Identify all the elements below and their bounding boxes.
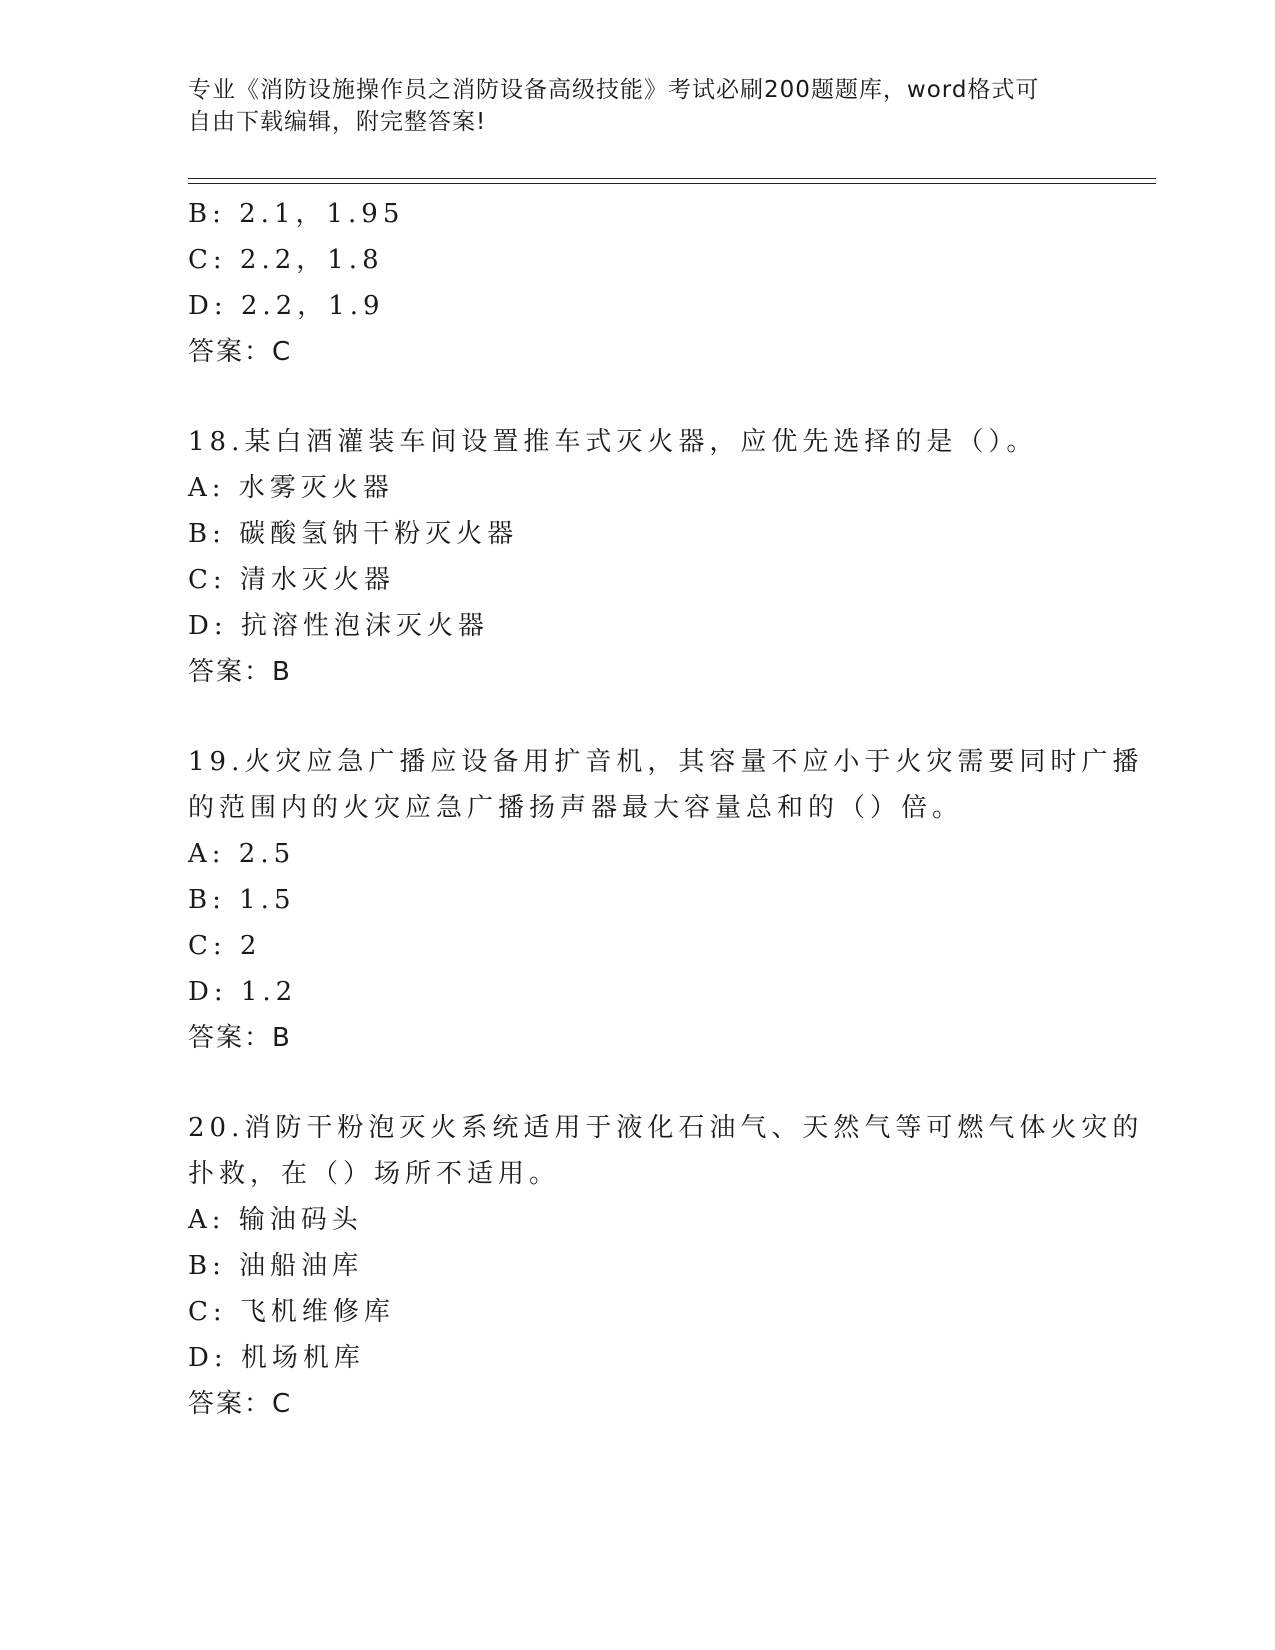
question-20 (188, 1105, 1144, 1427)
option-b: B: 2.1，1.95 (188, 199, 405, 229)
question-list (188, 191, 1144, 1427)
question-18 (188, 419, 1088, 695)
question-gap (188, 695, 1088, 739)
option-a: A: 输油码头 (188, 1205, 363, 1235)
answer: 答案：B (188, 1023, 292, 1053)
option-b: B: 碳酸氢钠干粉灭火器 (188, 519, 519, 549)
page-header (188, 74, 1088, 138)
question-17 (188, 191, 1088, 375)
option-c: C: 清水灭火器 (188, 565, 395, 595)
answer: 答案：C (188, 1389, 293, 1419)
option-c: C: 2 (188, 931, 262, 961)
question-text-line-1: 19.火灾应急广播应设备用扩音机，其容量不应小于火灾需要同时广播 (188, 747, 1144, 777)
header-rule-top (188, 178, 1156, 179)
option-a: A: 2.5 (188, 839, 296, 869)
question-text: 18.某白酒灌装车间设置推车式灭火器，应优先选择的是（）。 (188, 427, 1038, 457)
header-rule-bottom (188, 183, 1156, 184)
header-line-2: 自由下载编辑，附完整答案! (188, 109, 487, 135)
question-gap (188, 375, 1088, 419)
question-text-line-2: 的范围内的火灾应急广播扬声器最大容量总和的（）倍。 (188, 793, 964, 823)
option-c: C: 2.2，1.8 (188, 245, 384, 275)
option-b: B: 油船油库 (188, 1251, 364, 1281)
question-text-line-2: 扑救，在（）场所不适用。 (188, 1159, 561, 1189)
header-line-1: 专业《消防设施操作员之消防设备高级技能》考试必刷200题题库，word格式可 (188, 77, 1040, 103)
option-c: C: 飞机维修库 (188, 1297, 395, 1327)
option-d: D: 机场机库 (188, 1343, 365, 1373)
option-a: A: 水雾灭火器 (188, 473, 394, 503)
question-gap (188, 1061, 1088, 1105)
question-19 (188, 739, 1144, 1061)
answer: 答案：C (188, 337, 293, 367)
option-d: D: 1.2 (188, 977, 298, 1007)
option-b: B: 1.5 (188, 885, 296, 915)
question-text-line-1: 20.消防干粉泡灭火系统适用于液化石油气、天然气等可燃气体火灾的 (188, 1113, 1144, 1143)
answer: 答案：B (188, 657, 292, 687)
option-d: D: 抗溶性泡沫灭火器 (188, 611, 489, 641)
option-d: D: 2.2，1.9 (188, 291, 385, 321)
